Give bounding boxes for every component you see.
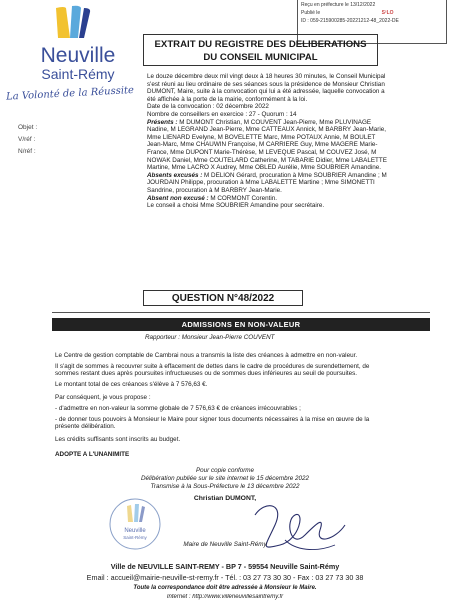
logo-emblem-icon <box>18 4 138 40</box>
question-number: QUESTION N°48/2022 <box>143 290 303 306</box>
body-paragraph-3: Le montant total de ces créances s'élève à 7 576,63 €. <box>55 380 208 388</box>
excused-list <box>147 172 392 195</box>
excused-names: M DELION Gérard, procuration à Mme SOUBRIER Amandine ; M JOURDAIN Philippe, procuration à Mme LABALETTE Martine ; Mme SIMONETTI Sandrine, procuration à M BARBRY Jean-Marie. <box>147 171 387 194</box>
body-paragraph-4: Par conséquent, je vous propose : <box>55 394 151 402</box>
councillors-count: Nombre de conseillers en exercice : 27 - Quorum : 14 <box>147 110 297 118</box>
divider <box>52 312 430 313</box>
svg-text:Neuville: Neuville <box>124 528 146 534</box>
stamp-id: ID : 059-215900285-20221212-48_2022-DE <box>301 18 399 24</box>
cert-line3: Transmise à la Sous-Préfecture le 13 décembre 2022 <box>150 483 300 490</box>
header-title-line2: DU CONSEIL MUNICIPAL <box>203 52 318 63</box>
absent-label: Absent non excusé : <box>147 194 209 202</box>
body-paragraph-2: Il s'agit de sommes à recouvrer suite à effacement de dettes dans le cadre de procédures de surendettement, de sommes restant dues après poursuites infructueuses ou de sommes dues inférieures au seuil de poursuites. <box>55 362 370 378</box>
label-objet: Objet : <box>18 124 38 131</box>
presents-label: Présents : <box>147 118 178 126</box>
subject-banner: ADMISSIONS EN NON-VALEUR <box>52 318 430 331</box>
logo-name-line2: Saint-Rémy <box>41 66 115 82</box>
stamp-received: Reçu en préfecture le 13/12/2022 <box>301 2 376 8</box>
presents-names: M DUMONT Christian, M COUVENT Jean-Pierre, Mme PLUVINAGE Nadine, M LEGRAND Jean-Pierre, Mme CATTEAUX Annick, M BARBRY Jean-Marie, Mme LIENARD Evelyne, M BOVELETTE Marc, Mme POTAUX Annie, M BOULET Jean-Marc, Mme CHAUWIN Françoise, M CARRIERE Guy, Mme MAGERE Marie-France, Mme DUPONT Marie-Thérèse, M LEVEQUE Pascal, M COUVEZ José, M NOWAK Daniel, Mme COUTELARD Catherine, M TABARIE Didier, Mme LABALETTE Martine, Mme LACRO X Audrey, Mme OBLED Aurélie, Mme SOUBRIER Amandine. <box>147 118 387 172</box>
intro-paragraph: Le douze décembre deux mil vingt deux à 18 heures 30 minutes, le Conseil Municipal s'est réuni au lieu ordinaire de ses séances sous la présidence de Monsieur Christian DUMONT, Maire, suite à la convocation qui lui a été adressée, laquelle convocation a été affichée à la porte de la mairie, conformément à la loi. <box>147 73 386 103</box>
excused-label: Absents excusés : <box>147 171 203 179</box>
secretary-line: Le conseil a choisi Mme SOUBRIER Amandine pour secrétaire. <box>147 202 325 210</box>
footer-address: Ville de NEUVILLE SAINT-REMY - BP 7 - 59554 Neuville Saint-Rémy <box>110 562 340 571</box>
body-paragraph-5: - d'admettre en non-valeur la somme globale de 7 576,63 € de créances irrécouvrables ; <box>55 404 301 412</box>
absent-list <box>147 195 392 203</box>
logo-name-line1: Neuville <box>40 44 116 67</box>
adoption-result: ADOPTE A L'UNANIMITE <box>55 451 130 459</box>
stamp-slo-logo: S²LO <box>381 10 394 16</box>
rapporteur: Rapporteur : Monsieur Jean-Pierre COUVENT <box>145 334 275 341</box>
absent-names: M CORMONT Corentin. <box>208 194 278 202</box>
deliberation-body <box>55 352 385 462</box>
body-paragraph-7: Les crédits suffisants sont inscrits au budget. <box>55 435 181 443</box>
cert-line2: Délibération publiée sur le site internet le 15 décembre 2022 <box>140 475 310 482</box>
signer-name: Christian DUMONT, <box>193 495 257 502</box>
convocation-date: Date de la convocation : 02 décembre 2022 <box>147 103 269 111</box>
body-paragraph-6: - de donner tous pouvoirs à Monsieur le Maire pour signer tous documents nécessaires à la mise en œuvre de la présente délibération. <box>55 415 370 431</box>
presents-list <box>147 119 392 172</box>
mayor-title: Maire de Neuville Saint-Rémy <box>183 541 267 548</box>
footer-internet: Internet : http://www.villeneuvillesaintremy.fr <box>166 594 284 600</box>
label-nref: N/réf : <box>18 148 36 155</box>
stamp-published-label: Publié le <box>301 10 321 16</box>
header-title-line1: EXTRAIT DU REGISTRE DES DELIBERATIONS <box>154 39 367 50</box>
meeting-intro <box>147 73 392 210</box>
cert-line1: Pour copie conforme <box>195 467 255 474</box>
body-paragraph-1: Le Centre de gestion comptable de Cambrai nous a transmis la liste des créances à admettre en non-valeur. <box>55 352 358 359</box>
svg-text:Saint-Rémy: Saint-Rémy <box>123 535 147 540</box>
document-header <box>143 34 378 66</box>
stamp-published <box>301 9 443 17</box>
label-vref: V/réf : <box>18 136 36 143</box>
town-motto: La Volonté de la Réussite <box>5 84 135 103</box>
footer-correspondence: Toute la correspondance doit être adressée à Monsieur le Maire. <box>133 585 317 591</box>
footer-contact: Email : accueil@mairie-neuville-st-remy.fr - Tél. : 03 27 73 30 30 - Fax : 03 27 73 30 38 <box>86 573 364 582</box>
